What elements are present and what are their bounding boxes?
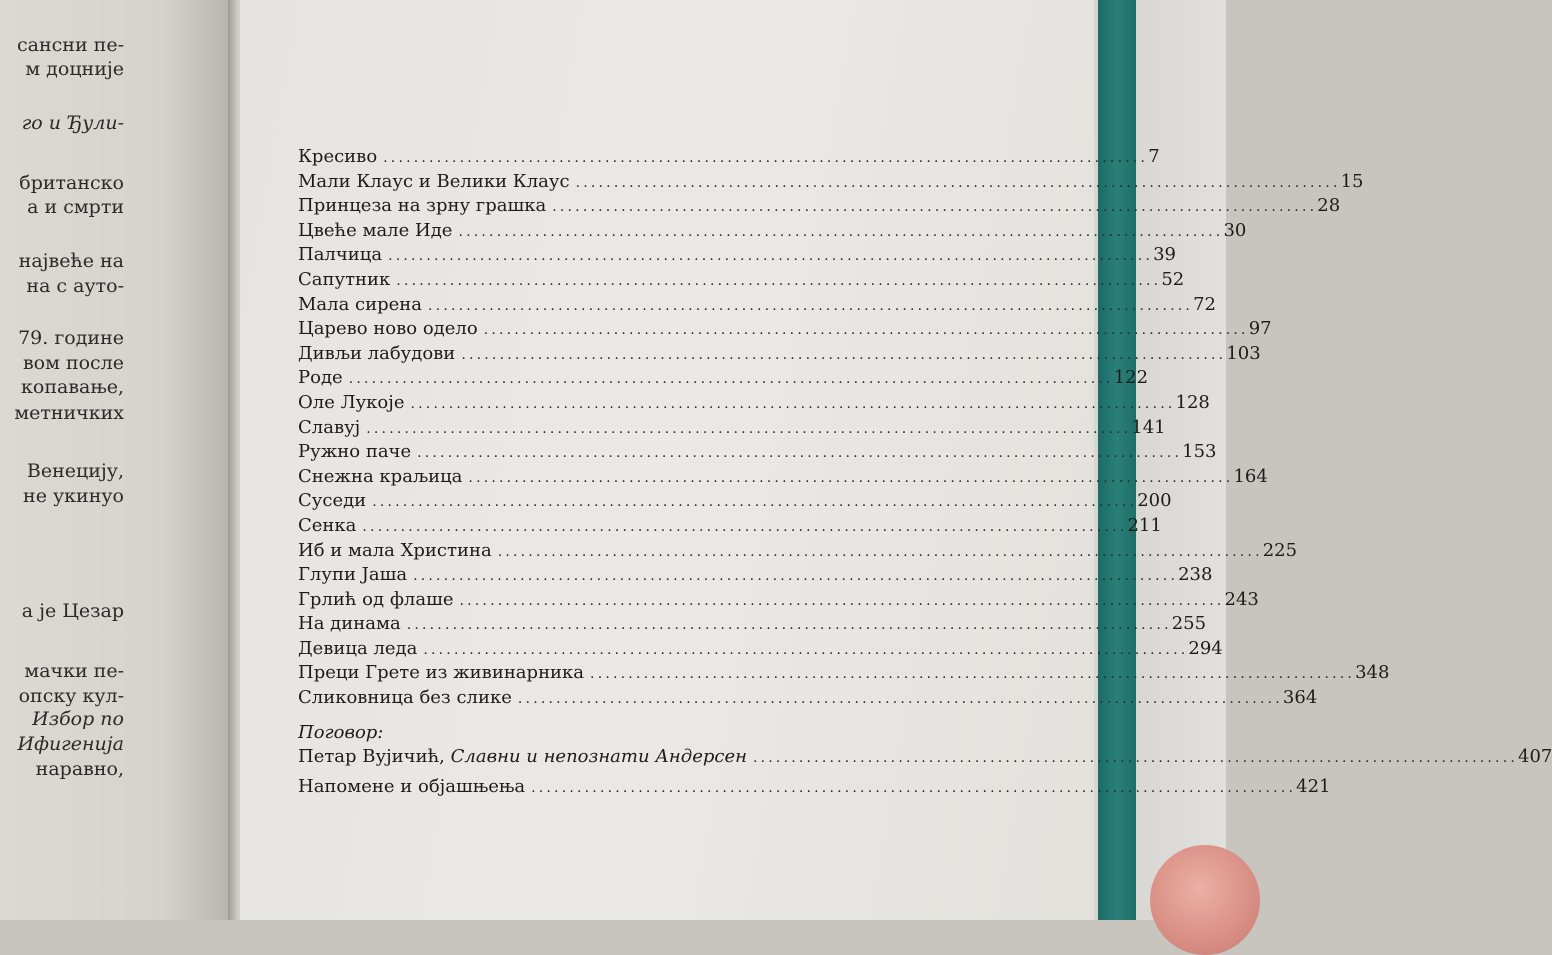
leader-dots: .................................................................................................... — [483, 322, 1249, 339]
left-page-text-line: вом после — [22, 352, 124, 374]
leader-dots: .................................................................................................... — [531, 780, 1297, 797]
leader-dots: .................................................................................................... — [575, 174, 1341, 191]
toc-entry-title: Ружно паче — [298, 441, 412, 463]
toc-entry-page: 15 — [1340, 170, 1364, 192]
left-page-text-line: Венецију, — [26, 460, 124, 482]
left-page — [0, 0, 232, 920]
afterword-author: Петар Вујичић, — [298, 745, 445, 767]
toc-entry-title: Суседи — [298, 490, 367, 512]
toc-entry[interactable] — [298, 391, 1210, 416]
toc-entry[interactable] — [298, 514, 1162, 539]
leader-dots: .................................................................................................... — [428, 297, 1194, 314]
table-of-contents — [298, 145, 1552, 800]
left-page-text-line: мачки пе- — [24, 660, 124, 682]
left-page-text-line: Избор по — [32, 708, 124, 730]
toc-entry[interactable] — [298, 416, 1166, 441]
toc-entry[interactable] — [298, 317, 1272, 342]
leader-dots: .................................................................................................... — [590, 666, 1356, 683]
toc-entry-title: Дивљи лабудови — [298, 342, 456, 364]
toc-entry-page: 364 — [1282, 687, 1318, 709]
left-page-text-line: метничких — [14, 402, 124, 424]
toc-entry-afterword[interactable] — [298, 745, 1552, 770]
left-page-text-line: м доцније — [25, 58, 124, 80]
toc-entry-title: Глупи Јаша — [298, 564, 408, 586]
toc-entry-page: 7 — [1148, 146, 1160, 167]
toc-entry-page: 52 — [1161, 268, 1185, 290]
left-page-text-line: го и Ђули- — [21, 112, 124, 134]
toc-entry-page: 128 — [1175, 391, 1210, 413]
toc-entry-page: 211 — [1127, 514, 1162, 536]
leader-dots: .................................................................................................... — [752, 749, 1518, 766]
left-page-text-line: највеће на — [18, 250, 124, 272]
toc-entry[interactable] — [298, 342, 1261, 367]
toc-entry-title: Оле Лукоје — [298, 391, 405, 413]
toc-entry[interactable] — [298, 366, 1149, 391]
leader-dots: .................................................................................................... — [461, 346, 1227, 363]
toc-entry-page: 348 — [1355, 662, 1390, 684]
toc-entry[interactable] — [298, 440, 1217, 465]
toc-entry-title: Цвеће мале Иде — [298, 219, 453, 241]
toc-entry-title: Палчица — [298, 244, 383, 266]
toc-entry-page: 30 — [1223, 219, 1247, 241]
toc-entry-title: Девица леда — [298, 637, 418, 659]
toc-entry-title: Славуј — [298, 416, 361, 438]
toc-entry-title: Мали Клаус и Велики Клаус — [298, 170, 570, 192]
toc-entry-title — [298, 745, 753, 770]
toc-entry-title: Кресиво — [298, 146, 378, 167]
toc-entry[interactable] — [298, 661, 1390, 686]
left-page-text-line: 79. године — [18, 327, 124, 349]
toc-entry-page: 28 — [1317, 195, 1341, 217]
left-page-text-line: Ифигенија — [17, 733, 124, 755]
toc-entry-title: Напомене и објашњења — [298, 776, 526, 798]
toc-entry-title: Мала сирена — [298, 293, 423, 315]
leader-dots: .................................................................................................... — [410, 395, 1176, 412]
toc-entry-title: Сенка — [298, 514, 357, 536]
toc-entry-page: 72 — [1193, 293, 1216, 315]
left-page-text-line: а је Цезар — [21, 600, 124, 622]
toc-entry-page: 225 — [1262, 539, 1298, 561]
leader-dots: .................................................................................................... — [413, 568, 1179, 585]
left-page-text-line: наравно, — [35, 758, 124, 780]
toc-entry-notes[interactable] — [298, 775, 1331, 800]
toc-entry[interactable] — [298, 489, 1172, 514]
left-page-text-line: британско — [19, 172, 124, 194]
left-page-text-line: не укинуо — [23, 485, 124, 507]
toc-entry-page: 103 — [1226, 342, 1261, 364]
left-page-text-line: опску кул- — [18, 685, 124, 707]
toc-entry-page: 243 — [1224, 588, 1259, 610]
leader-dots: .................................................................................................... — [383, 150, 1149, 166]
toc-entry-title: Сликовница без слике — [298, 687, 512, 709]
toc-entry-page: 153 — [1182, 441, 1217, 463]
toc-entry[interactable] — [298, 243, 1177, 268]
toc-entry[interactable] — [298, 170, 1364, 195]
toc-entry-page: 421 — [1296, 776, 1331, 798]
left-page-text-line: а и смрти — [27, 196, 124, 218]
leader-dots: .................................................................................................... — [517, 691, 1283, 708]
toc-entry[interactable] — [298, 293, 1216, 318]
toc-entry-title: Царево ново одело — [298, 318, 478, 340]
toc-entry[interactable] — [298, 612, 1207, 637]
left-page-text-line: копавање, — [21, 376, 124, 398]
afterword-title: Славни и непознати Андерсен — [450, 745, 747, 767]
toc-entry-title: Принцеза на зрну грашка — [298, 195, 547, 217]
toc-entry-page: 238 — [1178, 564, 1213, 586]
leader-dots: .................................................................................................... — [372, 494, 1138, 511]
toc-entry-page: 255 — [1171, 613, 1207, 635]
leader-dots: .................................................................................................... — [497, 543, 1263, 560]
toc-entry[interactable] — [298, 588, 1259, 613]
left-page-text-line: сансни пе- — [17, 34, 124, 56]
toc-entry-page: 164 — [1233, 465, 1268, 487]
toc-entry[interactable] — [298, 563, 1213, 588]
toc-entry[interactable] — [298, 465, 1268, 490]
left-page-text-line: на с ауто- — [26, 275, 124, 297]
leader-dots: .................................................................................................... — [388, 248, 1154, 265]
toc-entry-page: 407 — [1518, 745, 1552, 767]
toc-entry-page: 97 — [1248, 318, 1272, 340]
toc-entry[interactable] — [298, 194, 1341, 219]
toc-entry-page: 294 — [1188, 637, 1223, 659]
toc-entry-page: 122 — [1113, 367, 1149, 389]
toc-entry-title: Снежна краљица — [298, 465, 463, 487]
toc-entry-title: Грлић од флаше — [298, 588, 454, 610]
toc-entry[interactable] — [298, 145, 1160, 170]
leader-dots: .................................................................................................... — [423, 641, 1189, 658]
toc-entry[interactable] — [298, 219, 1247, 244]
leader-dots: .................................................................................................... — [458, 223, 1224, 240]
toc-entry-title: Иб и мала Христина — [298, 539, 492, 561]
leader-dots: .................................................................................................... — [459, 592, 1225, 609]
toc-entry-title: Роде — [298, 367, 343, 389]
leader-dots: .................................................................................................... — [348, 371, 1114, 388]
leader-dots: .................................................................................................... — [362, 518, 1128, 535]
toc-entry[interactable] — [298, 539, 1298, 564]
finger-thumb — [1150, 845, 1260, 955]
toc-entry-title: Преци Грете из живинарника — [298, 662, 585, 684]
leader-dots: .................................................................................................... — [406, 617, 1172, 634]
leader-dots: .................................................................................................... — [552, 199, 1318, 216]
toc-entry-title: Сапутник — [298, 268, 391, 290]
toc-entry-title: На динама — [298, 613, 401, 635]
afterword-label: Поговор: — [298, 721, 384, 743]
leader-dots: .................................................................................................... — [366, 420, 1132, 437]
toc-entries — [298, 145, 1390, 711]
toc-entry-page: 39 — [1153, 244, 1177, 266]
toc-entry[interactable] — [298, 686, 1318, 711]
leader-dots: .................................................................................................... — [468, 469, 1234, 486]
leader-dots: .................................................................................................... — [417, 445, 1183, 462]
toc-entry[interactable] — [298, 268, 1185, 293]
leader-dots: .................................................................................................... — [396, 272, 1162, 289]
toc-entry[interactable] — [298, 637, 1223, 662]
toc-entry-page: 200 — [1137, 490, 1172, 512]
toc-entry-page: 141 — [1131, 416, 1166, 438]
